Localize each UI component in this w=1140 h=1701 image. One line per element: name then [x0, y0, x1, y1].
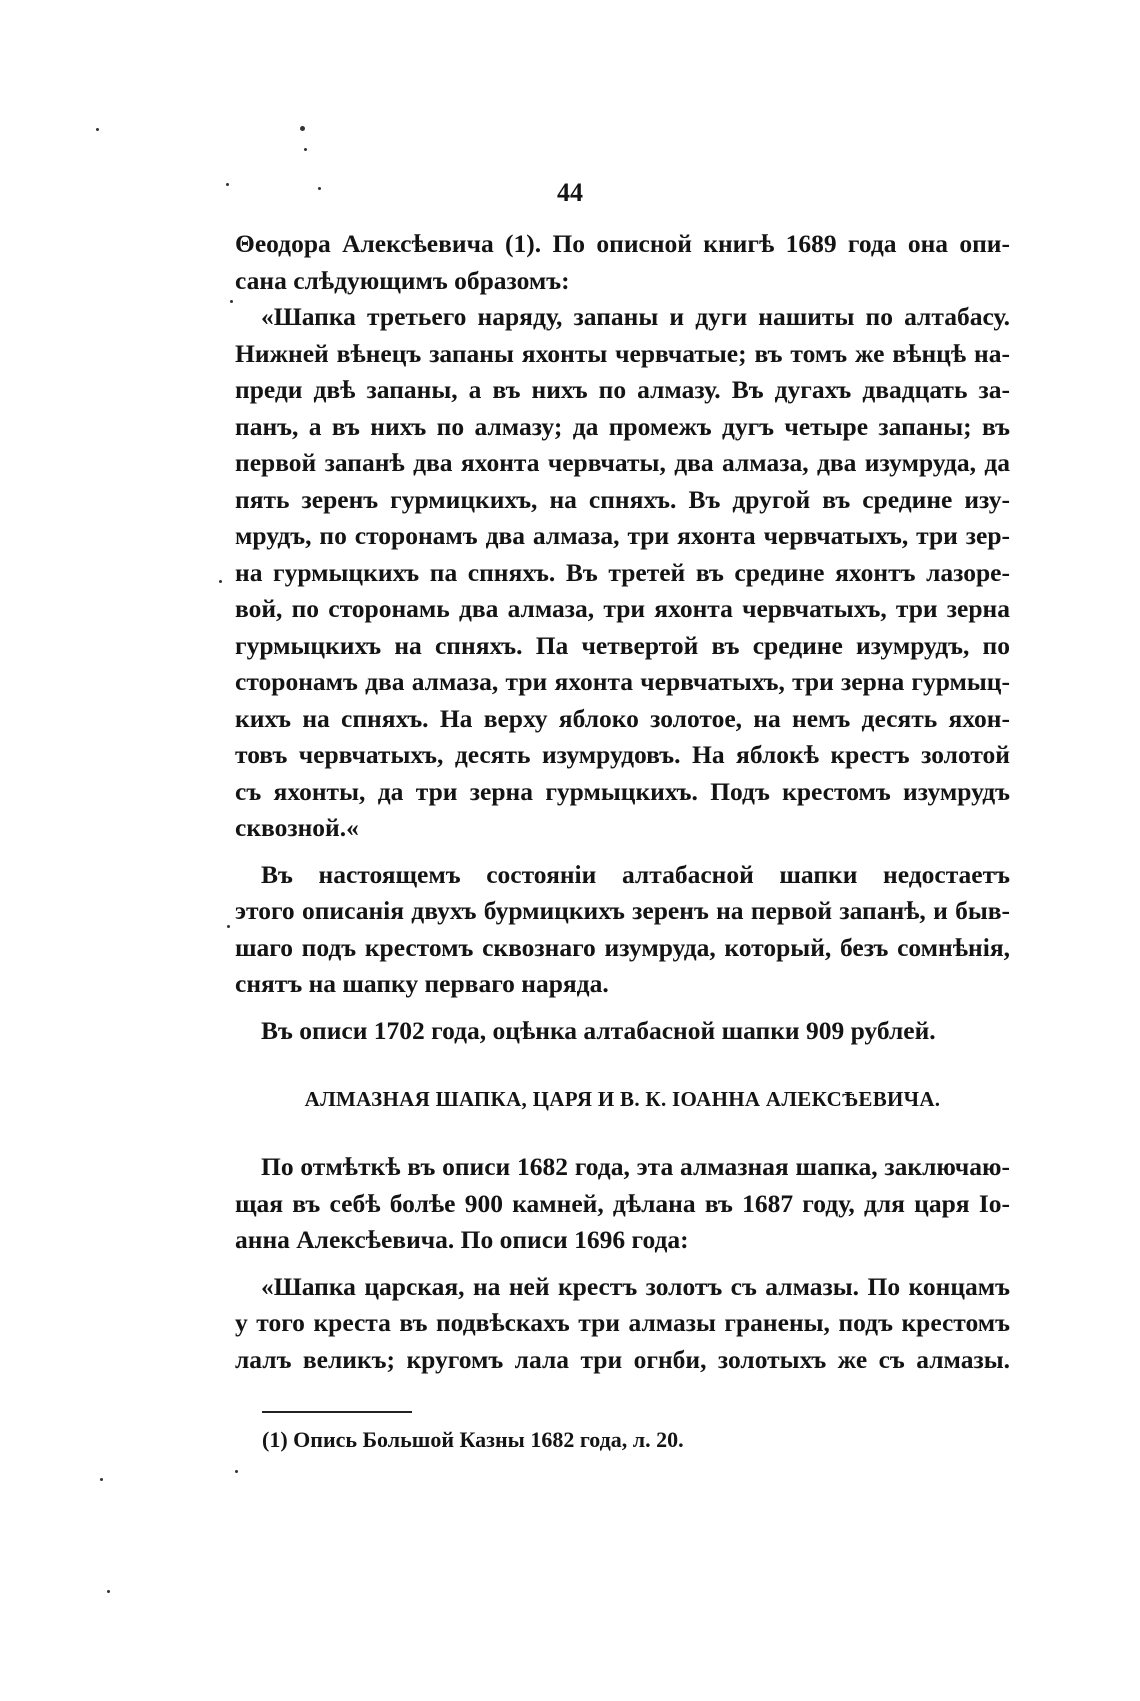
text-line: пять зеренъ гурмицкихъ, на спняхъ. Въ другой въ средине изу- [235, 484, 1010, 514]
text-line: щая въ себѣ болѣе 900 камней, дѣлана въ 1687 году, для царя Іо- [235, 1188, 1010, 1218]
text-line: анна Алексѣевича. По описи 1696 года: [235, 1225, 689, 1254]
footnote: (1) Опись Большой Казны 1682 года, л. 20. [262, 1427, 684, 1452]
paragraph-valuation-1702 [235, 1013, 1010, 1050]
text-line: «Шапка третьего наряду, запаны и дуги нашиты по алтабасу. [261, 302, 1010, 331]
text-line: снятъ на шапку перваго наряда. [235, 969, 609, 998]
text-line: на гурмыцкихъ па спняхъ. Въ третей въ средине яхонтъ лазоре- [235, 557, 1010, 587]
text-line: первой запанѣ два яхонта червчаты, два алмаза, два изумруда, да [235, 448, 1010, 477]
text-line: «Шапка царская, на ней крестъ золотъ съ алмазы. По концамъ [261, 1271, 1010, 1301]
text-line: По отмѣткѣ въ описи 1682 года, эта алмазная шапка, заключаю- [261, 1152, 1010, 1181]
text-line: преди двѣ запаны, а въ нихъ по алмазу. Въ дугахъ двадцать за- [235, 375, 1010, 404]
scan-speck [96, 128, 99, 131]
paragraph-intro [235, 226, 1010, 299]
text-line: товъ червчатыхъ, десять изумрудовъ. На яблокѣ крестъ золотой [235, 740, 1010, 769]
text-line: гурмыцкихъ на спняхъ. Па четвертой въ средине изумрудъ, по [235, 630, 1010, 660]
text-line: лалъ великъ; кругомъ лала три огнби, золотыхъ же съ алмазы. [235, 1344, 1010, 1374]
text-line: сторонамъ два алмаза, три яхонта червчатыхъ, три зерна гурмыц- [235, 667, 1010, 696]
scan-speck [227, 925, 230, 928]
paragraph-quote-inventory-1696 [235, 1269, 1010, 1379]
text-line: панъ, а въ нихъ по алмазу; да промежъ дугъ четыре запаны; въ [235, 411, 1010, 441]
text-line: вой, по сторонамь два алмаза, три яхонта червчатыхъ, три зерна [235, 594, 1010, 623]
text-line: Θеодора Алексѣевича (1). По описной книгѣ 1689 года она опи- [235, 229, 1010, 258]
scan-speck [235, 1470, 238, 1473]
text-line: съ яхонты, да три зерна гурмыцкихъ. Подъ крестомъ изумрудъ [235, 776, 1010, 806]
paragraph-spacer [235, 847, 1010, 857]
text-line: мрудъ, по сторонамъ два алмаза, три яхонта червчатыхъ, три зер- [235, 521, 1010, 550]
scan-speck [100, 1478, 103, 1481]
scan-speck [107, 1590, 110, 1593]
page-number: 44 [557, 178, 583, 207]
text-line: Въ описи 1702 года, оцѣнка алтабасной шапки 909 рублей. [261, 1015, 936, 1045]
scan-speck [304, 148, 307, 151]
section-heading: АЛМАЗНАЯ ШАПКА, ЦАРЯ И В. К. ІОАННА АЛЕКСѢЕВИЧА. [304, 1087, 941, 1111]
footnote-divider [262, 1411, 412, 1413]
text-line: кихъ на спняхъ. На верху яблоко золотое, на немъ десять яхон- [235, 703, 1010, 733]
text-line: у того креста въ подвѣскахъ три алмазы гранены, подъ крестомъ [235, 1308, 1010, 1337]
paragraph-quote-inventory-1689 [235, 299, 1010, 847]
scan-speck [300, 126, 305, 131]
text-line: Нижней вѣнецъ запаны яхонты червчатые; въ томъ же вѣнцѣ на- [235, 338, 1010, 368]
paragraph-spacer [235, 1259, 1010, 1269]
scan-speck [230, 300, 233, 303]
scan-speck [219, 580, 222, 583]
paragraph-present-state [235, 857, 1010, 1003]
text-line: шаго подъ крестомъ сквознаго изумруда, который, безъ сомнѣнія, [235, 932, 1010, 962]
paragraph-spacer [235, 1003, 1010, 1013]
text-line: Въ настоящемъ состояніи алтабасной шапки недостаетъ [261, 859, 1010, 889]
text-line: сквозной.« [235, 813, 359, 842]
body-text [235, 226, 1010, 1378]
text-line: этого описанія двухъ бурмицкихъ зеренъ на первой запанѣ, и быв- [235, 896, 1010, 925]
paragraph-diamond-cap-note [235, 1149, 1010, 1259]
text-line: сана слѣдующимъ образомъ: [235, 265, 570, 295]
